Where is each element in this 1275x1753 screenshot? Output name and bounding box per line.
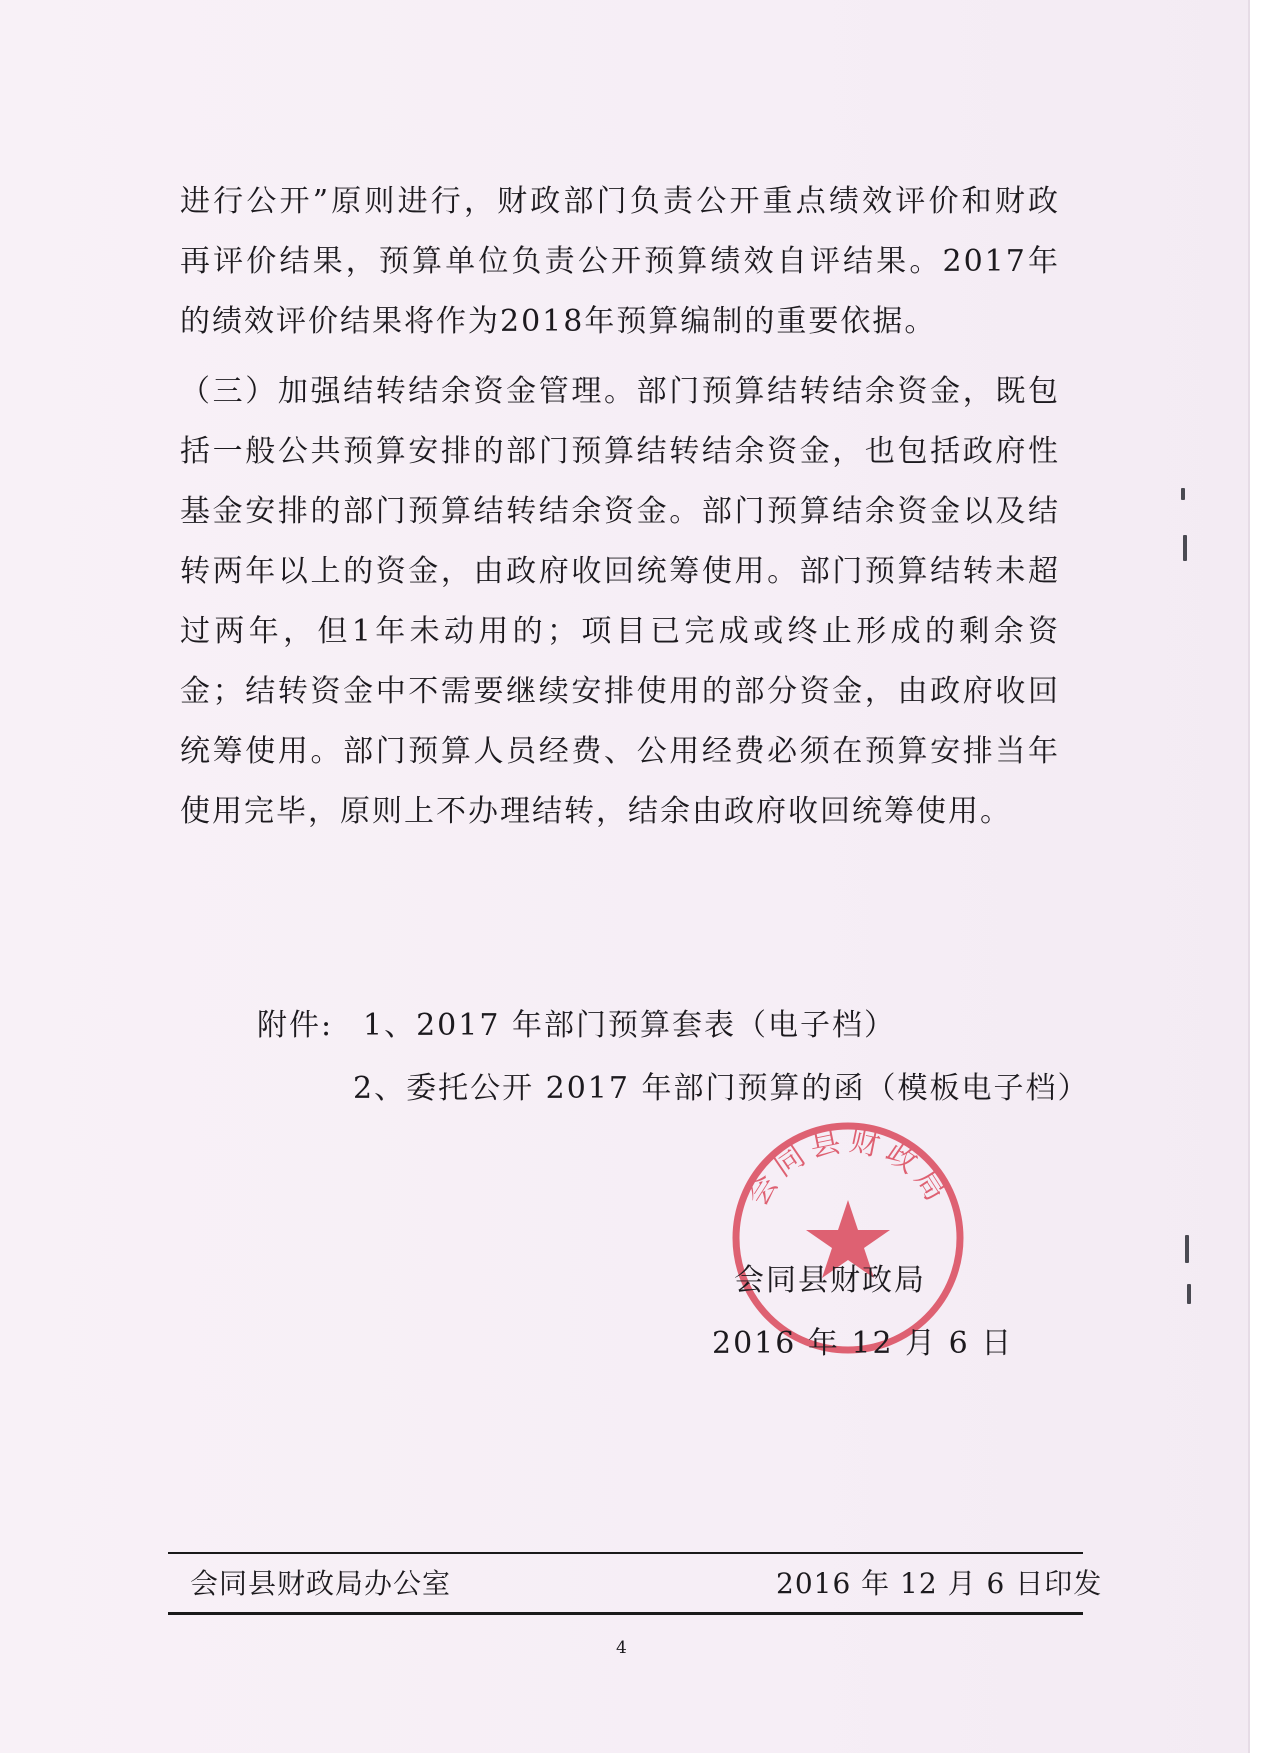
staple-mark bbox=[1185, 1235, 1189, 1263]
attachment-item-2: 2、委托公开 2017 年部门预算的函（模板电子档） bbox=[353, 1071, 1090, 1106]
body-paragraph-2: （三）加强结转结余资金管理。部门预算结转结余资金，既包括一般公共预算安排的部门预算结转结余资金，也包括政府性基金安排的部门预算结转结余资金。部门预算结余资金以及结转两年以上的资金，由政府收回统筹使用。部门预算结转未超过两年，但1年未动用的；项目已完成或终止形成的剩余资金；结转资金中不需要继续安排使用的部分资金，由政府收回统筹使用。部门预算人员经费、公用经费必须在预算安排当年使用完毕，原则上不办理结转，结余由政府收回统筹使用。 bbox=[180, 374, 1060, 829]
footer-top-rule bbox=[168, 1552, 1083, 1554]
svg-text:会同县财政局: 会同县财政局 bbox=[739, 1123, 957, 1213]
attachment-item-1: 1、2017 年部门预算套表（电子档） bbox=[363, 1008, 896, 1043]
footer-bottom-rule bbox=[168, 1612, 1083, 1615]
body-paragraph-1: 进行公开”原则进行，财政部门负责公开重点绩效评价和财政再评价结果，预算单位负责公开预算绩效自评结果。2017年的绩效评价结果将作为2018年预算编制的重要依据。 bbox=[180, 184, 1060, 339]
page-number: 4 bbox=[616, 1638, 627, 1658]
signature-organization: 会同县财政局 bbox=[734, 1263, 926, 1298]
staple-mark bbox=[1187, 1284, 1191, 1304]
footer-issuer: 会同县财政局办公室 bbox=[190, 1567, 452, 1600]
footer-issue-date: 2016 年 12 月 6 日印发 bbox=[776, 1567, 1103, 1600]
attachments-label: 附件: bbox=[257, 1008, 334, 1043]
signature-date: 2016 年 12 月 6 日 bbox=[712, 1326, 1014, 1361]
scan-margin bbox=[1250, 0, 1275, 1753]
staple-mark bbox=[1181, 488, 1185, 500]
staple-mark bbox=[1183, 535, 1187, 561]
